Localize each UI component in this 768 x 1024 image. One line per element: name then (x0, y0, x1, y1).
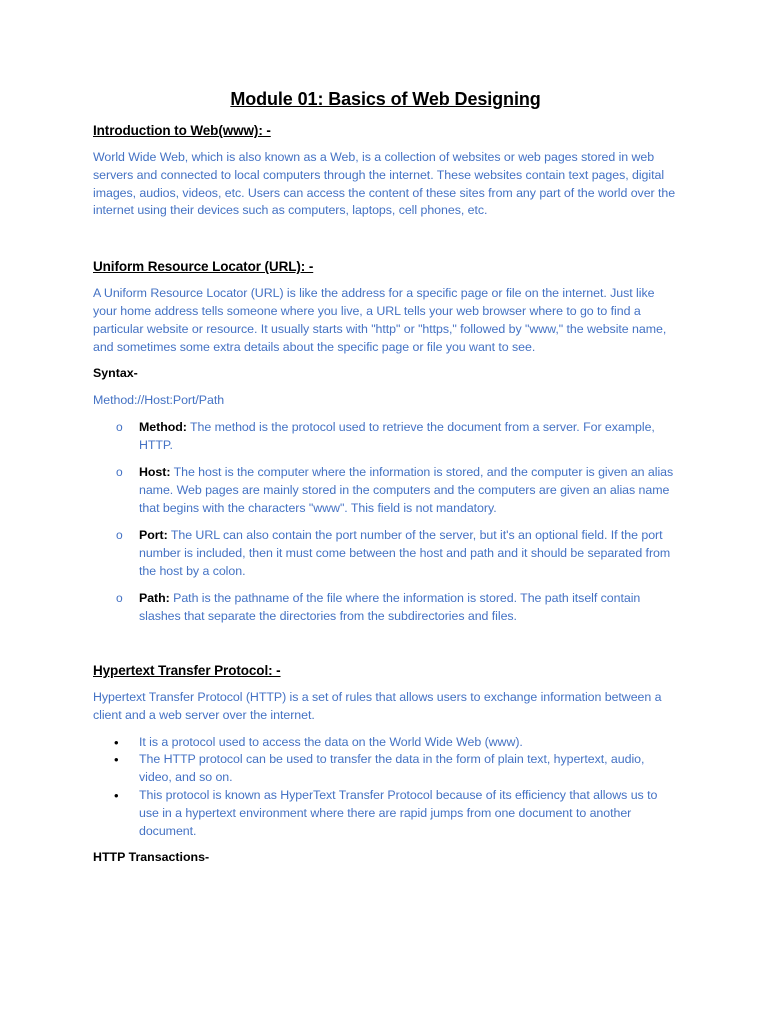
circle-bullet-icon: o (116, 527, 123, 542)
http-bullet-list (93, 734, 678, 841)
list-item (93, 787, 678, 840)
list-item-method (93, 419, 678, 455)
bullet-text: It is a protocol used to access the data on the World Wide Web (www). (139, 734, 523, 749)
bullet-icon: • (114, 752, 119, 768)
section-url (93, 258, 678, 625)
section-intro (93, 122, 678, 220)
component-term: Host: (139, 465, 171, 480)
circle-bullet-icon: o (116, 465, 123, 480)
bullet-text: This protocol is known as HyperText Transfer Protocol because of its efficiency that allows us to use in a hypertext environment where there are rapid jumps from one document to another document. (139, 787, 658, 838)
list-item (93, 734, 678, 752)
component-term: Port: (139, 527, 168, 542)
section-heading-intro: Introduction to Web(www): - (93, 123, 271, 138)
section-heading-url: Uniform Resource Locator (URL): - (93, 259, 314, 275)
bullet-text: The HTTP protocol can be used to transfer the data in the form of plain text, hypertext, audio, video, and so on. (139, 752, 645, 785)
component-term: Path: (139, 590, 170, 605)
http-transactions-label: HTTP Transactions- (93, 850, 210, 865)
list-item (93, 751, 678, 787)
syntax-value: Method://Host:Port/Path (93, 393, 225, 408)
spacer (93, 229, 678, 258)
document-page (93, 86, 678, 876)
document-title: Module 01: Basics of Web Designing (230, 89, 541, 109)
bullet-icon: • (114, 787, 119, 803)
url-components-list (93, 419, 678, 625)
url-paragraph: A Uniform Resource Locator (URL) is like the address for a specific page or file on the internet. Just like your home address tells someone where you live, a URL tells your web browser where to go to find a particular website or resource. It usually starts with "http" or "https," followed by "www," the website name, and sometimes some extra details about the specific page or file you want to see. (93, 286, 667, 354)
component-description: The URL can also contain the port number of the server, but it's an optional field. If the port number is included, then it must come between the host and path and it should be separated from the host by a colon. (139, 527, 671, 578)
http-paragraph: Hypertext Transfer Protocol (HTTP) is a set of rules that allows users to exchange information between a client and a web server over the internet. (93, 689, 662, 722)
list-item-path (93, 590, 678, 626)
section-heading-http: Hypertext Transfer Protocol: - (93, 662, 281, 678)
circle-bullet-icon: o (116, 419, 123, 434)
list-item-port (93, 527, 678, 580)
component-description: The host is the computer where the information is stored, and the computer is given an alias name. Web pages are mainly stored in the computers and the computers are given an alias name that begins with the characters "www". This field is not mandatory. (139, 465, 674, 515)
component-description: The method is the protocol used to retrieve the document from a server. For example, HTTP. (139, 419, 655, 452)
component-term: Method: (139, 419, 187, 434)
bullet-icon: • (114, 734, 119, 750)
section-http (93, 662, 678, 867)
circle-bullet-icon: o (116, 590, 123, 605)
intro-paragraph: World Wide Web, which is also known as a Web, is a collection of websites or web pages stored in web servers and connected to local computers through the internet. These websites contain text pages, digital images, audios, videos, etc. Users can access the content of these sites from any part of the world over the internet using their devices such as computers, laptops, cell phones, etc. (93, 150, 676, 218)
component-description: Path is the pathname of the file where the information is stored. The path itself contain slashes that separate the directories from the subdirectories and files. (139, 590, 641, 623)
list-item-host (93, 464, 678, 517)
syntax-label: Syntax- (93, 366, 138, 381)
spacer (93, 635, 678, 662)
